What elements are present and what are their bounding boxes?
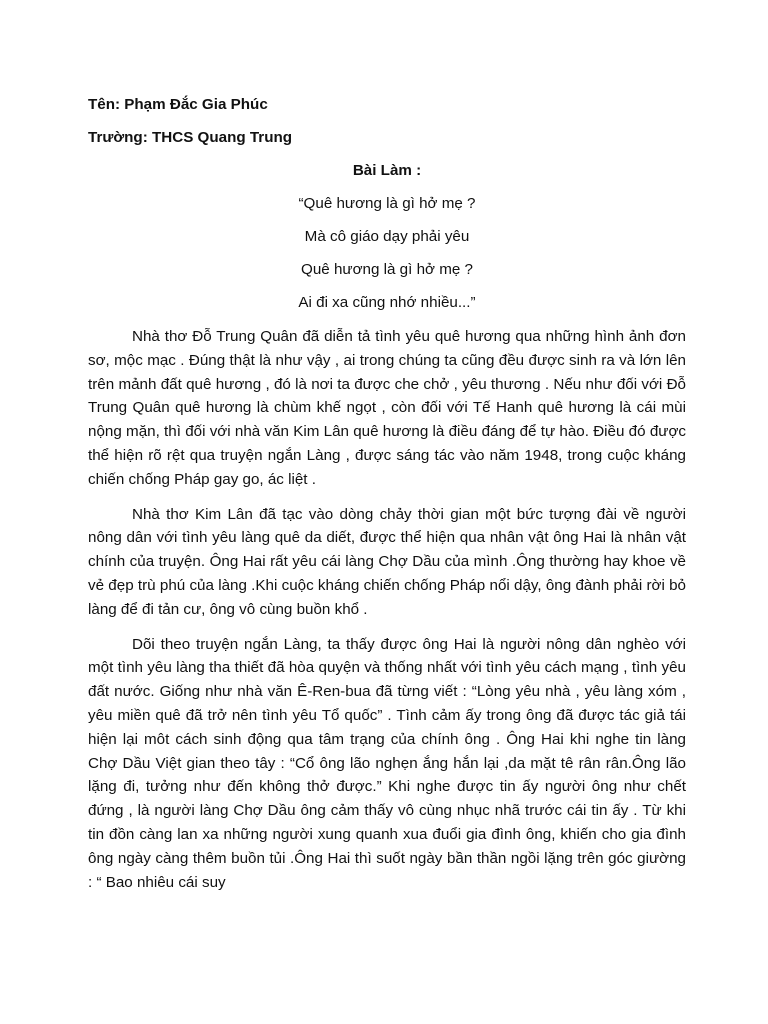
student-name: Tên: Phạm Đắc Gia Phúc xyxy=(88,96,268,113)
paragraph-1: Nhà thơ Đỗ Trung Quân đã diễn tả tình yêu quê hương qua những hình ảnh đơn sơ, mộc mạc . Đúng thật là như vậy , ai trong chúng ta cũng đều được sinh ra và lớn lên trên mảnh đất quê hương , đó là nơi ta được che chở , yêu thương . Nếu như đối với Đỗ Trung Quân quê hương là chùm khế ngọt , còn đối với Tế Hanh quê hương là cái mùi nộng mặn, thì đối với nhà văn Kim Lân quê hương là điều đáng để tự hào. Điều đó được thể hiện rõ rệt qua truyện ngắn Làng , được sáng tác vào năm 1948, trong cuộc kháng chiến chống Pháp gay go, ác liệt . xyxy=(88,328,686,488)
poem-line-4: Ai đi xa cũng nhớ nhiều...” xyxy=(298,294,476,311)
paragraph-3: Dõi theo truyện ngắn Làng, ta thấy được ông Hai là người nông dân nghèo với một tình yêu làng tha thiết đã hòa quyện và thống nhất với tình yêu cách mạng , tình yêu đất nước. Giống như nhà văn Ê-Ren-bua đã từng viết : “Lòng yêu nhà , yêu làng xóm , yêu miền quê đã trở nên tình yêu Tổ quốc” . Tình cảm ấy trong ông đã được tác giả tái hiện lại môt cách sinh động qua tâm trạng của chính ông . Ông Hai khi nghe tin làng Chợ Dầu Việt gian theo tây : “Cổ ông lão nghẹn ắng hắn lại ,da mặt tê rân rân.Ông lão lặng đi, tưởng như đến không thở được.” Khi nghe được tin ấy người ông như chết đứng , là người làng Chợ Dầu ông cảm thấy vô cùng nhục nhã trước cái tin ấy . Từ khi tin đồn càng lan xa những người xung quanh xua đuổi gia đình ông, khiến cho gia đình ông ngày càng thêm buồn tủi .Ông Hai thì suốt ngày bần thần ngồi lặng trên góc giường : “ Bao nhiêu cái suy xyxy=(88,635,686,891)
poem-line-3: Quê hương là gì hở mẹ ? xyxy=(301,261,473,278)
poem-line-1: “Quê hương là gì hở mẹ ? xyxy=(298,195,476,212)
school-name: Trường: THCS Quang Trung xyxy=(88,129,293,146)
paragraph-2: Nhà thơ Kim Lân đã tạc vào dòng chảy thời gian một bức tượng đài về người nông dân với tình yêu làng quê da diết, được thể hiện qua nhân vật ông Hai là nhân vật chính của truyện. Ông Hai rất yêu cái làng Chợ Dầu của mình .Ông thường hay khoe về vẻ đẹp trù phú của làng .Khi cuộc kháng chiến chống Pháp nổi dậy, ông đành phải rời bỏ làng để đi tản cư, ông vô cùng buồn khổ . xyxy=(88,505,686,618)
essay-title: Bài Làm : xyxy=(352,162,422,179)
poem-line-2: Mà cô giáo dạy phải yêu xyxy=(304,228,470,245)
